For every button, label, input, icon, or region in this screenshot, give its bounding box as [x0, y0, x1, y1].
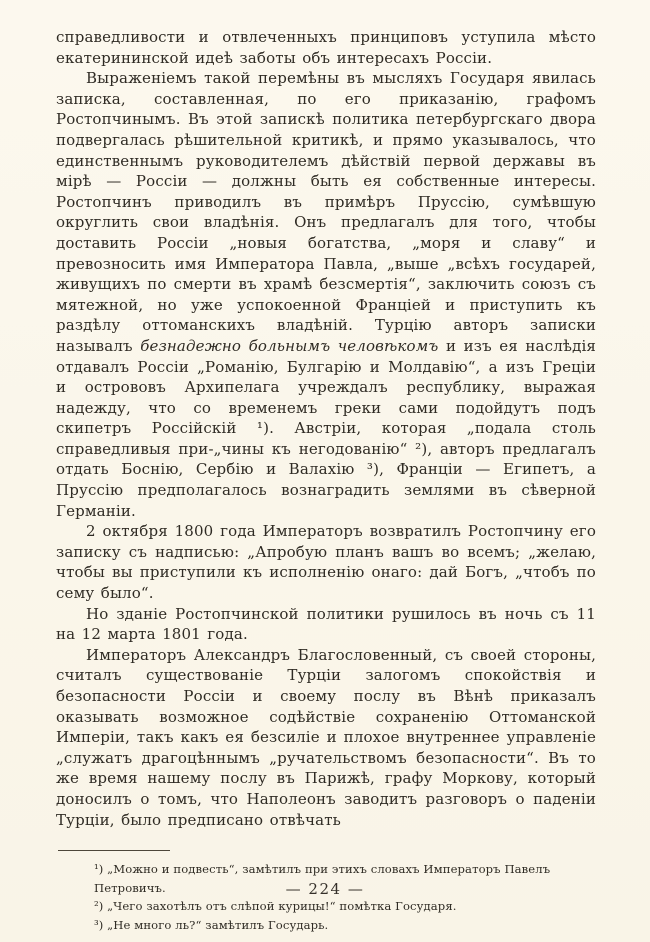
paragraph-alexander-policy: Императоръ Александръ Благословенный, съ своей стороны, считалъ существованіе Турціи залогомъ спокойствія и безопасности Россіи и своему послу въ Вѣнѣ приказалъ оказывать возможное содѣйствіе сохраненію Оттоманской Имперіи, такъ какъ ея безсиліе и плохое внутреннее управленіе „служатъ драгоцѣннымъ „ручательствомъ безопасности“. Въ то же время нашему послу въ Парижѣ, графу Моркову, который доносилъ о томъ, что Наполеонъ заводитъ разговоръ о паденіи Турціи, было предписано отвѣчать	[56, 645, 596, 829]
footnote-2: ²) „Чего захотѣлъ отъ слѣпой курицы!“ помѣтка Государя.	[94, 899, 457, 914]
footnote-3: ³) „Не много ль?“ замѣтилъ Государь.	[94, 917, 329, 932]
paragraph-march-1801: Но зданіе Ростопчинской политики рушилось въ ночь съ 11 на 12 марта 1801 года.	[56, 604, 596, 644]
footnote-1: ¹) „Можно и подвесть“, замѣтилъ при этихъ словахъ Императоръ Павелъ Петровичъ.	[94, 862, 551, 895]
paragraph-october-1800: 2 октября 1800 года Императоръ возвратилъ Ростопчину его записку съ надписью: „Апробую планъ вашъ во всемъ; „желаю, чтобы вы приступили къ исполненію онаго: дай Богъ, „чтобъ по сему было“.	[56, 522, 596, 603]
text-run-after-italic: и изъ ея наслѣдія отдавалъ Россіи „Романію, Булгарію и Молдавію“, а изъ Греціи и острововъ Архипелага учреждалъ республику, выражая надежду, что со временемъ греки сами подойдутъ подъ скипетръ Россійскій ¹). Австріи, которая „подала столь справедливыя при-„чины къ негодованію“ ²), авторъ предлагалъ отдать Боснію, Сербію и Валахію ³), Франціи — Египетъ, а Пруссію предполагалось вознаградить землями въ сѣверной Германіи.	[56, 336, 597, 520]
paragraph-rostopchin-memo	[56, 68, 596, 521]
page-number: — 224 —	[285, 880, 365, 898]
footnote-separator-rule	[58, 850, 170, 851]
main-text-block	[56, 27, 596, 830]
text-run-before-italic: Выраженіемъ такой перемѣны въ мысляхъ Государя явилась записка, составленная, по его приказанію, графомъ Ростопчинымъ. Въ этой запискѣ политика петербургскаго двора подвергалась рѣшительной критикѣ, и прямо указывалось, что единственнымъ руководителемъ дѣйствій первой державы въ мірѣ — Россіи — должны быть ея собственные интересы. Ростопчинъ приводилъ въ примѣръ Пруссію, сумѣвшую округлить свои владѣнія. Онъ предлагалъ для того, чтобы доставить Россіи „новыя богатства, „моря и славу“ и превозносить имя Императора Павла, „выше „всѣхъ государей, живущихъ по смерти въ храмѣ безсмертія“, заключить союзъ съ мятежной, но уже успокоенной Франціей и приступить къ раздѣлу оттоманскихъ владѣній. Турцію авторъ записки называлъ	[56, 69, 596, 355]
italic-phrase-sick-man: безнадежно больнымъ человѣкомъ	[140, 336, 439, 355]
paragraph-continuation: справедливости и отвлеченныхъ принциповъ уступила мѣсто екатерининской идеѣ заботы объ интересахъ Россіи.	[56, 28, 596, 67]
